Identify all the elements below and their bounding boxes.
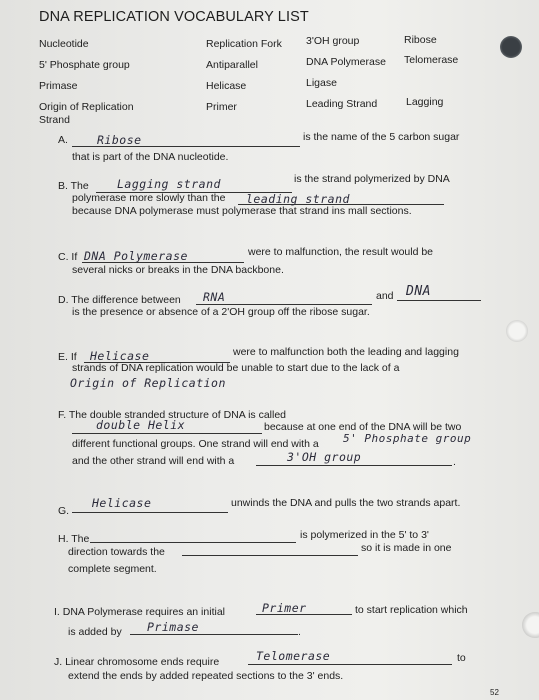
vocab-term: Lagging [406, 96, 444, 108]
handwritten-answer: Primase [147, 620, 199, 634]
question-c-label: C. If [58, 251, 78, 263]
vocab-term: Ligase [306, 77, 337, 89]
question-text: . [298, 626, 301, 638]
question-text: so it is made in one [361, 542, 452, 554]
handwritten-answer: Ribose [97, 133, 142, 147]
handwritten-answer: leading strand [246, 192, 350, 206]
vocab-term: Primase [39, 80, 78, 92]
question-b-label: B. The [58, 180, 89, 192]
question-text: to [457, 652, 466, 664]
question-text: and [376, 290, 394, 302]
question-text: were to malfunction both the leading and lagging [233, 346, 459, 358]
question-text: because DNA polymerase must polymerase that strand ins mall sections. [72, 205, 412, 217]
answer-line [196, 304, 372, 305]
question-a-label: A. [58, 134, 68, 146]
vocab-term: Strand [39, 114, 70, 126]
question-text: that is part of the DNA nucleotide. [72, 151, 229, 163]
handwritten-answer: RNA [203, 290, 226, 304]
answer-line [248, 664, 452, 665]
question-text: is polymerized in the 5' to 3' [300, 529, 429, 541]
vocab-term: Antiparallel [206, 59, 258, 71]
vocab-term: DNA Polymerase [306, 56, 386, 68]
question-text: is added by [68, 626, 122, 638]
question-text: polymerase more slowly than the [72, 192, 226, 204]
question-i-label: I. DNA Polymerase requires an initial [54, 606, 225, 618]
question-text: extend the ends by added repeated sections to the 3' ends. [68, 670, 344, 682]
binder-hole-top [500, 36, 522, 58]
answer-line [90, 542, 296, 543]
vocab-term: Telomerase [404, 54, 459, 66]
binder-hole-bottom [522, 612, 539, 638]
vocab-term: 5' Phosphate group [39, 59, 130, 71]
answer-line [72, 433, 262, 434]
question-text: is the presence or absence of a 2'OH group off the ribose sugar. [72, 306, 370, 318]
question-text: is the name of the 5 carbon sugar [303, 131, 460, 143]
vocab-term: Replication Fork [206, 38, 282, 50]
question-text: different functional groups. One strand will end with a [72, 438, 319, 450]
handwritten-answer: 5' Phosphate group [343, 432, 472, 445]
vocab-term: Nucleotide [39, 38, 89, 50]
vocab-term: Origin of Replication [39, 101, 134, 113]
answer-line [182, 555, 358, 556]
handwritten-answer: Primer [262, 601, 307, 615]
answer-line [130, 634, 298, 635]
question-text: to start replication which [355, 604, 468, 616]
answer-line [256, 465, 452, 466]
handwritten-answer: Helicase [90, 349, 150, 363]
handwritten-answer: Lagging strand [117, 177, 221, 191]
handwritten-answer: Telomerase [256, 649, 331, 663]
question-text: and the other strand will end with a [72, 455, 235, 467]
question-d-label: D. The difference between [58, 294, 181, 306]
handwritten-answer: DNA [406, 284, 431, 299]
question-text: strands of DNA replication would be unable to start due to the lack of a [72, 362, 400, 374]
binder-hole-middle [506, 320, 528, 342]
page-title: DNA REPLICATION VOCABULARY LIST [39, 9, 309, 25]
answer-line [397, 300, 481, 301]
question-text: because at one end of the DNA will be two [264, 421, 462, 433]
vocab-term: Primer [206, 101, 237, 113]
vocab-term: 3'OH group [306, 35, 360, 47]
vocab-term: Ribose [404, 34, 437, 46]
question-j-label: J. Linear chromosome ends require [54, 656, 220, 668]
question-g-label: G. [58, 505, 70, 517]
vocab-term: Helicase [206, 80, 247, 92]
question-e-label: E. If [58, 351, 77, 363]
handwritten-answer: double Helix [96, 418, 186, 432]
question-text: several nicks or breaks in the DNA backbone. [72, 264, 284, 276]
handwritten-answer: 3'OH group [287, 450, 362, 464]
question-text: is the strand polymerized by DNA [294, 173, 450, 185]
answer-line [72, 512, 228, 513]
question-f-label: F. The double stranded structure of DNA is called [58, 409, 287, 421]
question-text: unwinds the DNA and pulls the two strands apart. [231, 497, 461, 509]
question-text: . [453, 456, 456, 468]
page-number: 52 [490, 688, 499, 697]
question-h-label: H. The [58, 533, 90, 545]
question-text: were to malfunction, the result would be [248, 246, 434, 258]
vocab-term: Leading Strand [306, 98, 378, 110]
handwritten-answer: DNA Polymerase [84, 249, 188, 263]
question-text: direction towards the [68, 546, 165, 558]
handwritten-answer: Origin of Replication [70, 376, 226, 390]
question-text: complete segment. [68, 563, 157, 575]
handwritten-answer: Helicase [92, 496, 152, 510]
